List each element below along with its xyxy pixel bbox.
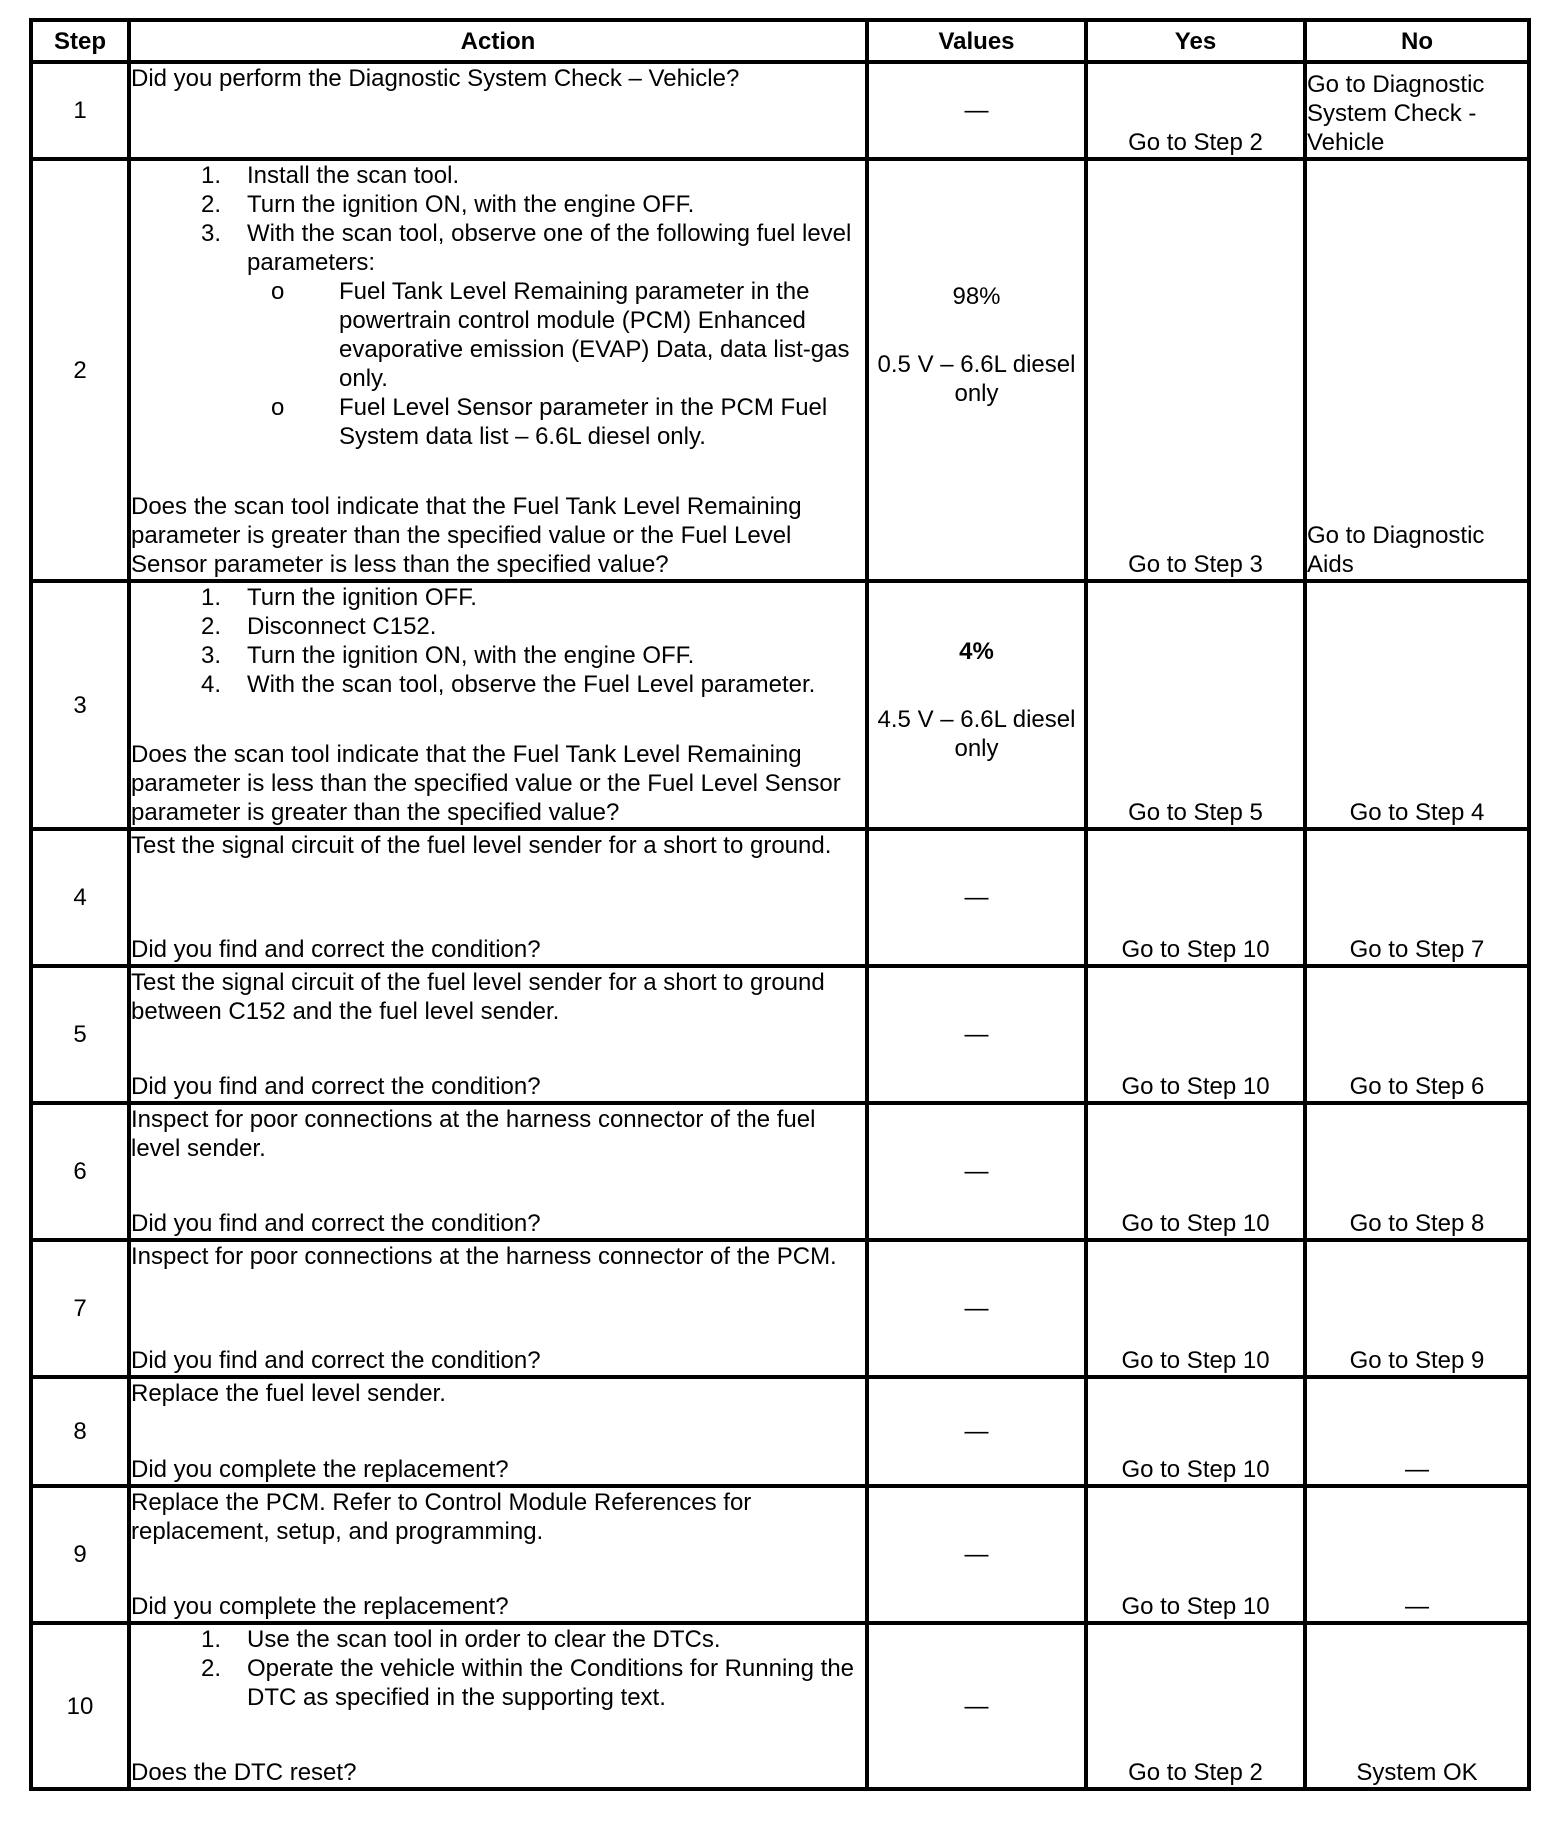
no-cell: Go to Diagnostic System Check - Vehicle — [1305, 62, 1529, 159]
instruction-text: Inspect for poor connections at the harness connector of the fuel level sender. — [131, 1106, 816, 1162]
numbered-list — [131, 161, 865, 277]
action-cell — [129, 1240, 867, 1377]
action-cell — [129, 1623, 867, 1789]
table-row — [31, 966, 1529, 1103]
question-text: Does the scan tool indicate that the Fuel Tank Level Remaining parameter is greater than the specified value or the Fuel Level Sensor parameter is less than the specified value? — [131, 493, 802, 578]
value-diesel: 4.5 V – 6.6L diesel only — [877, 706, 1076, 762]
header-values: Values — [867, 20, 1086, 62]
action-cell — [129, 1103, 867, 1240]
value-cell: — — [867, 1240, 1086, 1377]
value-gas: 4% — [959, 638, 994, 665]
step-number: 7 — [31, 1240, 129, 1377]
numbered-list — [131, 1625, 865, 1712]
value-cell: — — [867, 62, 1086, 159]
action-cell — [129, 581, 867, 829]
list-item: 3. With the scan tool, observe one of the following fuel level parameters: — [201, 220, 852, 276]
action-cell — [129, 1377, 867, 1486]
question-text: Did you complete the replacement? — [131, 1456, 509, 1483]
value-cell — [867, 159, 1086, 581]
no-cell: Go to Step 7 — [1305, 829, 1529, 966]
yes-cell: Go to Step 2 — [1086, 1623, 1305, 1789]
step-number: 10 — [31, 1623, 129, 1789]
value-cell: — — [867, 1377, 1086, 1486]
value-cell — [867, 581, 1086, 829]
question-text: Did you find and correct the condition? — [131, 1073, 541, 1100]
bullet-list — [131, 277, 865, 451]
instruction-text: Replace the fuel level sender. — [131, 1380, 446, 1407]
list-item: 2. Turn the ignition ON, with the engine OFF. — [201, 191, 695, 218]
header-action: Action — [129, 20, 867, 62]
question-text: Did you complete the replacement? — [131, 1593, 509, 1620]
list-item: o Fuel Tank Level Remaining parameter in the powertrain control module (PCM) Enhanced evaporative emission (EVAP) Data, data list-gas only. — [271, 278, 850, 392]
table-row — [31, 1486, 1529, 1623]
value-gas: 98% — [952, 283, 1001, 310]
yes-cell: Go to Step 3 — [1086, 159, 1305, 581]
value-cell: — — [867, 1103, 1086, 1240]
table-row — [31, 1377, 1529, 1486]
question-text: Does the scan tool indicate that the Fuel Tank Level Remaining parameter is less than the specified value or the Fuel Level Sensor parameter is greater than the specified value? — [131, 741, 841, 826]
header-yes: Yes — [1086, 20, 1305, 62]
instruction-text: Replace the PCM. Refer to Control Module References for replacement, setup, and programming. — [131, 1489, 752, 1545]
value-cell: — — [867, 966, 1086, 1103]
yes-cell: Go to Step 10 — [1086, 1377, 1305, 1486]
value-cell: — — [867, 829, 1086, 966]
step-number: 1 — [31, 62, 129, 159]
list-item: 1. Turn the ignition OFF. — [201, 584, 477, 611]
question-text: Did you find and correct the condition? — [131, 1347, 541, 1374]
action-cell — [129, 966, 867, 1103]
header-step: Step — [31, 20, 129, 62]
instruction-text: Test the signal circuit of the fuel level sender for a short to ground between C152 and the fuel level sender. — [131, 969, 825, 1025]
no-cell: Go to Step 9 — [1305, 1240, 1529, 1377]
yes-cell: Go to Step 10 — [1086, 829, 1305, 966]
value-cell: — — [867, 1623, 1086, 1789]
list-item: 1. Install the scan tool. — [201, 162, 460, 189]
question-text: Did you find and correct the condition? — [131, 1210, 541, 1237]
action-cell — [129, 1486, 867, 1623]
instruction-text: Inspect for poor connections at the harness connector of the PCM. — [131, 1243, 837, 1270]
table-row — [31, 1103, 1529, 1240]
list-item: 2. Disconnect C152. — [201, 613, 437, 640]
list-item: 3. Turn the ignition ON, with the engine OFF. — [201, 642, 695, 669]
yes-cell: Go to Step 10 — [1086, 966, 1305, 1103]
table-row — [31, 1623, 1529, 1789]
header-no: No — [1305, 20, 1529, 62]
step-number: 8 — [31, 1377, 129, 1486]
no-cell: Go to Diagnostic Aids — [1305, 159, 1529, 581]
yes-cell: Go to Step 10 — [1086, 1240, 1305, 1377]
value-diesel: 0.5 V – 6.6L diesel only — [877, 351, 1076, 407]
step-number: 5 — [31, 966, 129, 1103]
table-row — [31, 1240, 1529, 1377]
question-text: Did you find and correct the condition? — [131, 936, 541, 963]
question-text: Does the DTC reset? — [131, 1759, 357, 1786]
yes-cell: Go to Step 10 — [1086, 1103, 1305, 1240]
numbered-list — [131, 583, 865, 699]
list-item: o Fuel Level Sensor parameter in the PCM Fuel System data list – 6.6L diesel only. — [271, 394, 828, 450]
yes-cell: Go to Step 5 — [1086, 581, 1305, 829]
list-item: 4. With the scan tool, observe the Fuel Level parameter. — [201, 671, 816, 698]
step-number: 6 — [31, 1103, 129, 1240]
step-number: 4 — [31, 829, 129, 966]
diagnostic-document — [29, 18, 1531, 1791]
action-cell — [129, 62, 867, 159]
action-cell — [129, 829, 867, 966]
question-text: Did you perform the Diagnostic System Check – Vehicle? — [131, 65, 740, 92]
no-cell: — — [1305, 1377, 1529, 1486]
header-row — [31, 20, 1529, 62]
no-cell: Go to Step 4 — [1305, 581, 1529, 829]
step-number: 9 — [31, 1486, 129, 1623]
no-cell: Go to Step 8 — [1305, 1103, 1529, 1240]
table-row — [31, 62, 1529, 159]
list-item: 1. Use the scan tool in order to clear the DTCs. — [201, 1626, 721, 1653]
diagnostic-table — [29, 18, 1531, 1791]
list-item: 2. Operate the vehicle within the Conditions for Running the DTC as specified in the supporting text. — [201, 1655, 855, 1711]
yes-cell: Go to Step 10 — [1086, 1486, 1305, 1623]
value-cell: — — [867, 1486, 1086, 1623]
table-row — [31, 829, 1529, 966]
action-cell — [129, 159, 867, 581]
no-cell: — — [1305, 1486, 1529, 1623]
no-cell: System OK — [1305, 1623, 1529, 1789]
step-number: 3 — [31, 581, 129, 829]
step-number: 2 — [31, 159, 129, 581]
table-row — [31, 159, 1529, 581]
yes-cell: Go to Step 2 — [1086, 62, 1305, 159]
instruction-text: Test the signal circuit of the fuel level sender for a short to ground. — [131, 832, 832, 859]
no-cell: Go to Step 6 — [1305, 966, 1529, 1103]
table-row — [31, 581, 1529, 829]
